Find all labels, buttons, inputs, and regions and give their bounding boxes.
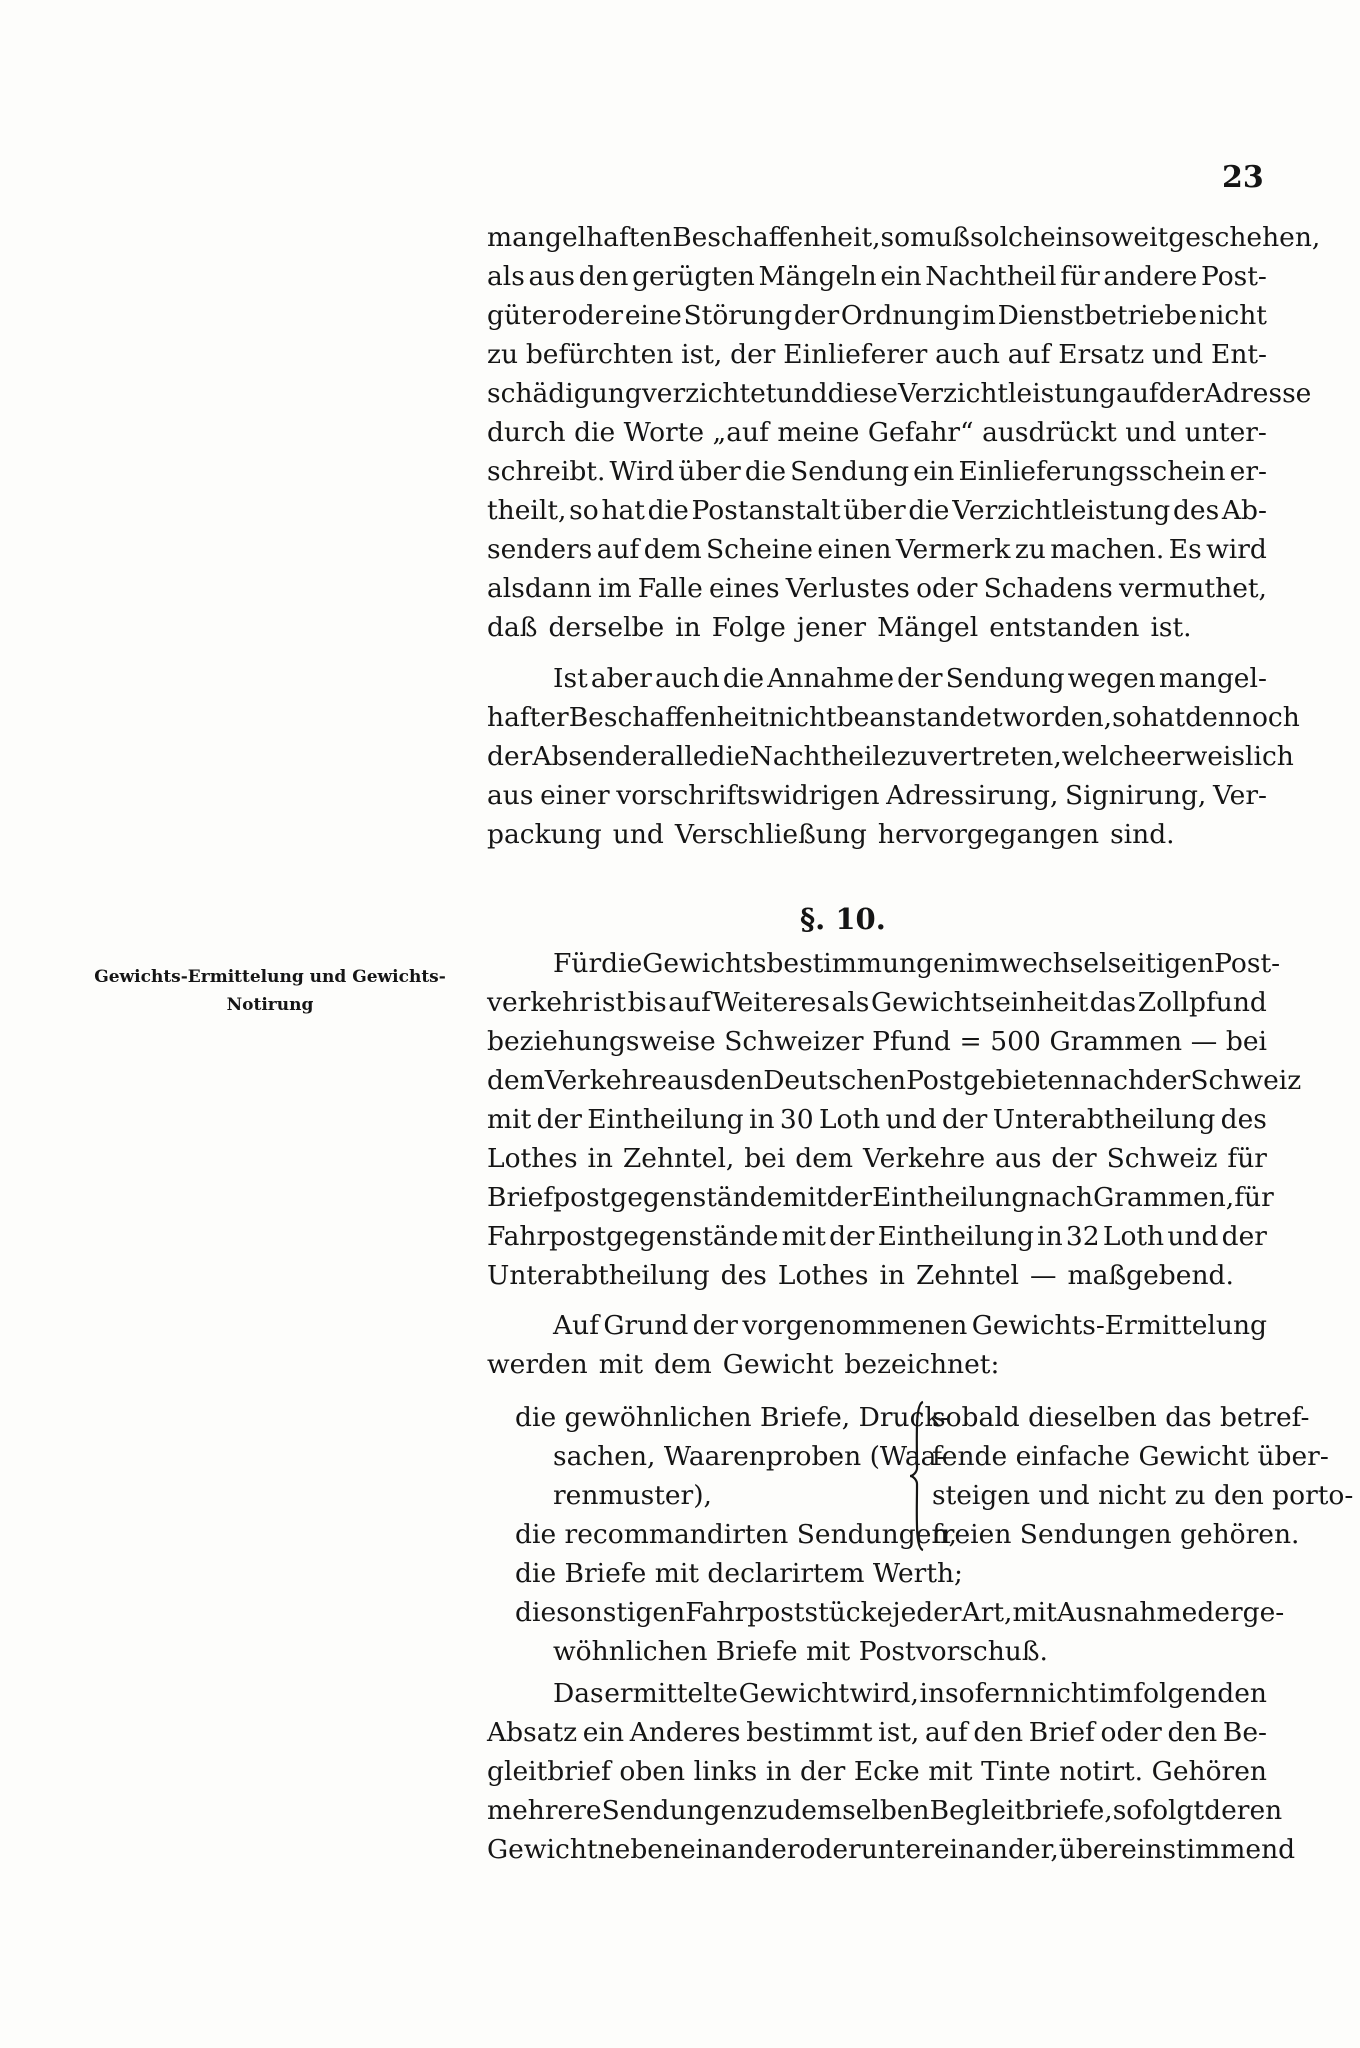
paragraph-top	[487, 218, 1321, 647]
enum-item: die Briefe mit declarirtem Werth;	[515, 1558, 963, 1589]
text-line: werden mit dem Gewicht bezeichnet:	[487, 1349, 1000, 1380]
text-line: Das ermittelte Gewicht wird, insofern nicht im folgenden	[553, 1678, 1267, 1709]
enum-row	[487, 1515, 1300, 1554]
enum-row	[487, 1476, 1354, 1515]
text-line: alsdann im Falle eines Verlustes oder Schadens vermuthet,	[487, 573, 1267, 604]
enum-item: wöhnlichen Briefe mit Postvorschuß.	[553, 1636, 1048, 1667]
text-line: als aus den gerügten Mängeln ein Nachtheil für andere Post-	[487, 261, 1267, 292]
text-line: mangelhaften Beschaffenheit, so muß solche insoweit geschehen,	[487, 222, 1321, 253]
text-line: gleitbrief oben links in der Ecke mit Tinte notirt. Gehören	[487, 1756, 1267, 1787]
enum-right-line: steigen und nicht zu den porto-	[932, 1480, 1354, 1511]
paragraph-4	[487, 1306, 1267, 1384]
enum-item: die sonstigen Fahrpoststücke jeder Art, mit Ausnahme der ge-	[515, 1597, 1285, 1628]
curly-brace-icon	[907, 1398, 929, 1554]
enum-row	[487, 1437, 1329, 1476]
enumeration	[487, 1398, 1354, 1671]
enum-right-line: freien Sendungen gehören.	[932, 1519, 1300, 1550]
enum-row	[487, 1398, 1310, 1437]
text-line: mit der Eintheilung in 30 Loth und der Unterabtheilung des	[487, 1104, 1267, 1135]
text-line: daß derselbe in Folge jener Mängel entstanden ist.	[487, 612, 1192, 643]
enum-right-line: sobald dieselben das betref-	[932, 1402, 1310, 1433]
enum-left-line: die recommandirten Sendungen,	[515, 1519, 957, 1550]
paragraph-2	[487, 659, 1300, 854]
text-line: beziehungsweise Schweizer Pfund = 500 Grammen — bei	[487, 1026, 1267, 1057]
enum-left-line: die gewöhnlichen Briefe, Druck-	[515, 1402, 950, 1433]
enum-right-line: fende einfache Gewicht über-	[932, 1441, 1329, 1472]
text-line: Briefpostgegenstände mit der Eintheilung nach Grammen, für	[487, 1182, 1274, 1213]
text-line: Lothes in Zehntel, bei dem Verkehre aus der Schweiz für	[487, 1143, 1267, 1174]
paragraph-3	[487, 944, 1302, 1295]
text-line: Für die Gewichtsbestimmungen im wechselseitigen Post-	[553, 948, 1281, 979]
text-line: zu befürchten ist, der Einlieferer auch auf Ersatz und Ent-	[487, 339, 1267, 370]
text-line: verkehr ist bis auf Weiteres als Gewichtseinheit das Zollpfund	[487, 987, 1267, 1018]
text-line: Gewicht neben einander oder unter einander, übereinstimmend	[487, 1834, 1296, 1865]
page-number: 23	[1222, 160, 1264, 195]
text-line: schädigung verzichtet und diese Verzichtleistung auf der Adresse	[487, 378, 1312, 409]
text-line: Unterabtheilung des Lothes in Zehntel — maßgebend.	[487, 1260, 1234, 1291]
text-line: hafter Beschaffenheit nicht beanstandet worden, so hat dennoch	[487, 702, 1300, 733]
enum-row	[487, 1593, 1285, 1632]
text-line: Absatz ein Anderes bestimmt ist, auf den Brief oder den Be-	[487, 1717, 1267, 1748]
text-line: schreibt. Wird über die Sendung ein Einlieferungsschein er-	[487, 456, 1267, 487]
enum-row	[487, 1554, 1277, 1593]
marginal-note	[84, 963, 456, 1019]
text-line: mehrere Sendungen zu demselben Begleitbriefe, so folgt deren	[487, 1795, 1283, 1826]
text-line: dem Verkehre aus den Deutschen Postgebieten nach der Schweiz	[487, 1065, 1302, 1096]
text-line: aus einer vorschriftswidrigen Adressirung, Signirung, Ver-	[487, 780, 1267, 811]
marginal-note-line: Notirung	[226, 995, 314, 1015]
marginal-note-line: Gewichts-Ermittelung und Gewichts-	[94, 967, 446, 987]
text-line: durch die Worte „auf meine Gefahr“ ausdrückt und unter-	[487, 417, 1267, 448]
text-line: Auf Grund der vorgenommenen Gewichts-Ermittelung	[553, 1310, 1267, 1341]
paragraph-5	[487, 1674, 1296, 1869]
text-line: Fahrpostgegenstände mit der Eintheilung in 32 Loth und der	[487, 1221, 1267, 1252]
text-line: güter oder eine Störung der Ordnung im Dienstbetriebe nicht	[487, 300, 1267, 331]
text-line: der Absender alle die Nachtheile zu vertreten, welche erweislich	[487, 741, 1294, 772]
section-heading: §. 10.	[800, 902, 886, 936]
text-line: theilt, so hat die Postanstalt über die Verzichtleistung des Ab-	[487, 495, 1267, 526]
text-line: packung und Verschließung hervorgegangen sind.	[487, 819, 1175, 850]
text-line: Ist aber auch die Annahme der Sendung wegen mangel-	[553, 663, 1267, 694]
enum-left-line: sachen, Waarenproben (Waa-	[553, 1441, 946, 1472]
enum-row	[487, 1632, 1277, 1671]
text-line: senders auf dem Scheine einen Vermerk zu machen. Es wird	[487, 534, 1267, 565]
enum-left-line: renmuster),	[553, 1480, 712, 1511]
